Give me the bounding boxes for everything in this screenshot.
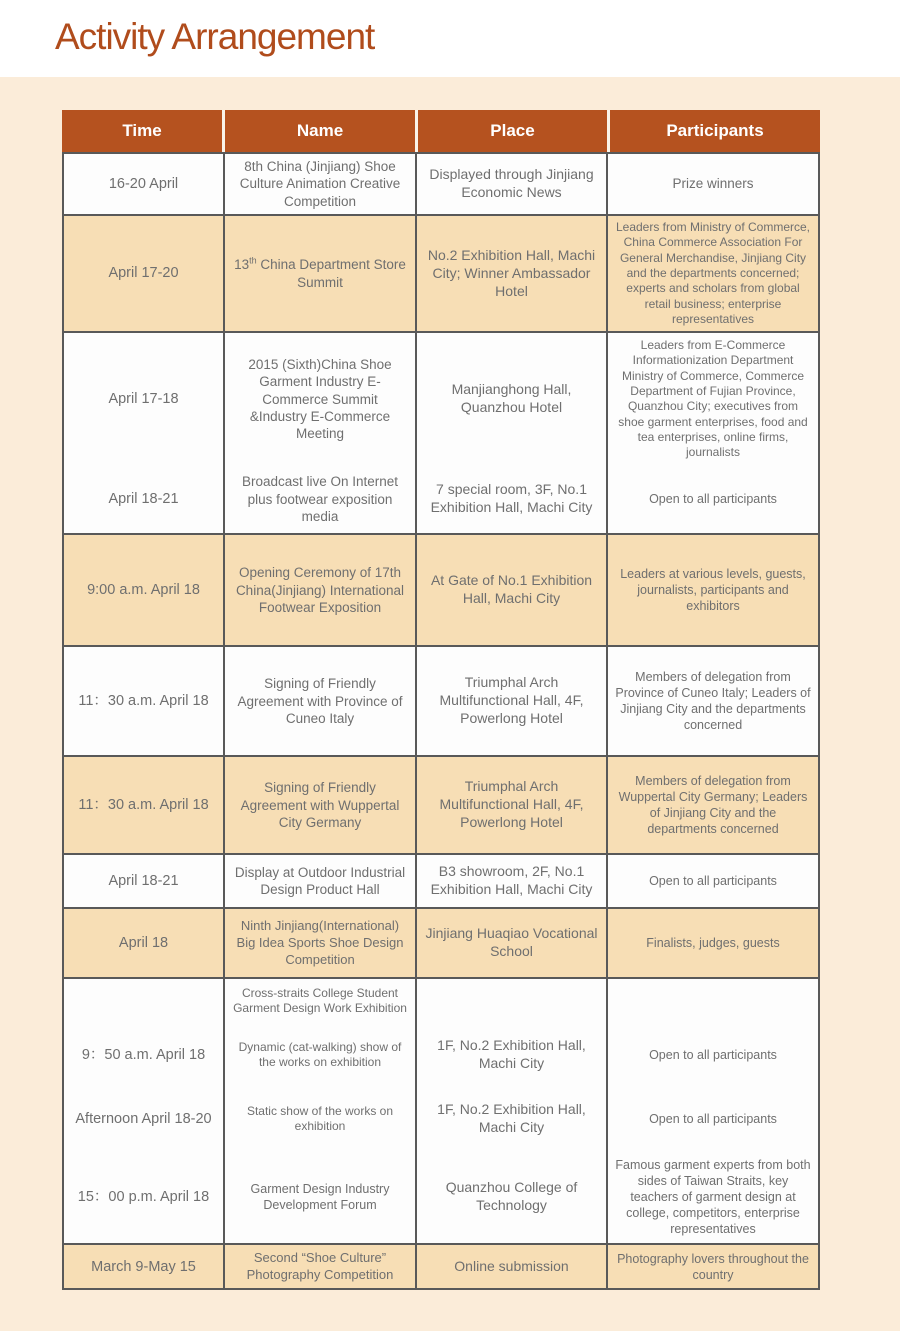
participants-cell: Famous garment experts from both sides of Taiwan Straits, key teachers of garment design at college, competitors, enterprise representatives	[615, 1158, 811, 1237]
table-row	[64, 909, 818, 977]
time-cell: 9：50 a.m. April 18	[64, 1023, 225, 1087]
row-group	[64, 331, 818, 533]
table-header-row	[62, 110, 820, 152]
place-cell: 1F, No.2 Exhibition Hall, Machi City	[417, 1087, 608, 1151]
row-group	[64, 907, 818, 977]
table-row	[64, 979, 818, 1023]
participants-cell: Finalists, judges, guests	[646, 936, 780, 951]
place-cell: No.2 Exhibition Hall, Machi City; Winner Ambassador Hotel	[417, 216, 608, 332]
name-cell: Opening Ceremony of 17th China(Jinjiang) International Footwear Exposition	[225, 535, 417, 645]
row-group	[64, 533, 818, 645]
name-cell: Dynamic (cat-walking) show of the works on exhibition	[225, 1023, 417, 1087]
time-cell: 11：30 a.m. April 18	[64, 647, 225, 755]
time-cell: March 9-May 15	[64, 1245, 225, 1288]
header-time: Time	[62, 110, 225, 152]
header-participants: Participants	[666, 121, 764, 140]
time-cell: April 18-21	[64, 855, 225, 907]
table-row	[64, 465, 818, 533]
table-row	[64, 1151, 818, 1243]
row-group	[64, 214, 818, 332]
place-cell: Manjianghong Hall, Quanzhou Hotel	[417, 333, 608, 465]
participants-cell: Members of delegation from Wuppertal City Germany; Leaders of Jinjiang City and the departments concerned	[618, 774, 808, 837]
time-cell: April 18	[64, 909, 225, 977]
time-cell: April 17-18	[64, 333, 225, 465]
table-row	[64, 535, 818, 645]
place-cell	[417, 979, 608, 1023]
place-cell: At Gate of No.1 Exhibition Hall, Machi City	[417, 535, 608, 645]
time-cell: 15：00 p.m. April 18	[64, 1151, 225, 1243]
participants-cell: Open to all participants	[649, 1112, 777, 1127]
table-row	[64, 1245, 818, 1288]
time-cell: April 18-21	[64, 465, 225, 533]
name-cell: 2015 (Sixth)China Shoe Garment Industry E-Commerce Summit &Industry E-Commerce Meeting	[225, 333, 417, 465]
table-row	[64, 1087, 818, 1151]
participants-cell: Leaders at various levels, guests, journalists, participants and exhibitors	[620, 567, 806, 614]
header-place: Place	[418, 110, 610, 152]
row-group	[64, 154, 818, 214]
table-body	[62, 152, 820, 1290]
place-cell: Online submission	[417, 1245, 608, 1288]
participants-cell: Open to all participants	[649, 492, 777, 507]
name-ordinal: th	[249, 255, 257, 266]
table-row	[64, 333, 818, 465]
time-cell: 16-20 April	[64, 154, 225, 214]
place-cell: Displayed through Jinjiang Economic News	[417, 154, 608, 214]
participants-cell: Leaders from Ministry of Commerce, China Commerce Association For General Merchandise, Jinjiang City and the departments concerned; experts and scholars from global retail business; enterprise representatives	[615, 219, 811, 326]
time-cell: April 17-20	[64, 216, 225, 332]
participants-cell: Members of delegation from Province of Cuneo Italy; Leaders of Jinjiang City and the departments concerned	[615, 670, 811, 733]
name-cell	[225, 216, 417, 332]
place-cell: Triumphal Arch Multifunctional Hall, 4F, Powerlong Hotel	[417, 647, 608, 755]
participants-cell: Prize winners	[672, 176, 754, 192]
time-cell: Afternoon April 18-20	[64, 1087, 225, 1151]
row-group	[64, 1243, 818, 1288]
name-cell: Signing of Friendly Agreement with Province of Cuneo Italy	[225, 647, 417, 755]
table-row	[64, 216, 818, 332]
title-band	[0, 0, 900, 77]
table-row	[64, 757, 818, 853]
row-group	[64, 853, 818, 907]
table-row	[64, 855, 818, 907]
participants-cell: Open to all participants	[649, 1048, 777, 1063]
time-cell	[64, 979, 225, 1023]
place-cell: Jinjiang Huaqiao Vocational School	[417, 909, 608, 977]
row-group	[64, 645, 818, 755]
page-title: Activity Arrangement	[55, 16, 375, 57]
name-cell: 8th China (Jinjiang) Shoe Culture Animation Creative Competition	[225, 154, 417, 214]
name-cell: Signing of Friendly Agreement with Wuppertal City Germany	[225, 757, 417, 853]
name-number: 13	[234, 257, 250, 273]
name-cell: Ninth Jinjiang(International) Big Idea Sports Shoe Design Competition	[225, 909, 417, 977]
table-row	[64, 154, 818, 214]
row-group	[64, 977, 818, 1243]
place-cell: 1F, No.2 Exhibition Hall, Machi City	[417, 1023, 608, 1087]
name-cell: Static show of the works on exhibition	[225, 1087, 417, 1151]
name-cell: Garment Design Industry Development Forum	[225, 1151, 417, 1243]
participants-cell: Open to all participants	[649, 874, 777, 889]
row-group	[64, 755, 818, 853]
place-cell: Quanzhou College of Technology	[417, 1151, 608, 1243]
activity-table	[62, 110, 820, 1290]
time-cell: 11：30 a.m. April 18	[64, 757, 225, 853]
name-cell: Display at Outdoor Industrial Design Product Hall	[225, 855, 417, 907]
table-row	[64, 647, 818, 755]
table-row	[64, 1023, 818, 1087]
participants-cell: Leaders from E-Commerce Informationization Department Ministry of Commerce, Commerce Department of Fujian Province, Quanzhou City; executives from shoe garment enterprises, food and tea enterprises, online firms, journalists	[618, 337, 808, 460]
place-cell: B3 showroom, 2F, No.1 Exhibition Hall, Machi City	[417, 855, 608, 907]
place-cell: Triumphal Arch Multifunctional Hall, 4F, Powerlong Hotel	[417, 757, 608, 853]
place-cell: 7 special room, 3F, No.1 Exhibition Hall, Machi City	[417, 465, 608, 533]
name-cell: Cross-straits College Student Garment Design Work Exhibition	[225, 979, 417, 1023]
header-name: Name	[225, 110, 418, 152]
name-cell: Second “Shoe Culture” Photography Competition	[225, 1245, 417, 1288]
participants-cell: Photography lovers throughout the country	[617, 1251, 809, 1282]
time-cell: 9:00 a.m. April 18	[64, 535, 225, 645]
name-text: China Department Store Summit	[256, 257, 406, 290]
name-cell: Broadcast live On Internet plus footwear exposition media	[225, 465, 417, 533]
participants-cell	[608, 979, 818, 1023]
